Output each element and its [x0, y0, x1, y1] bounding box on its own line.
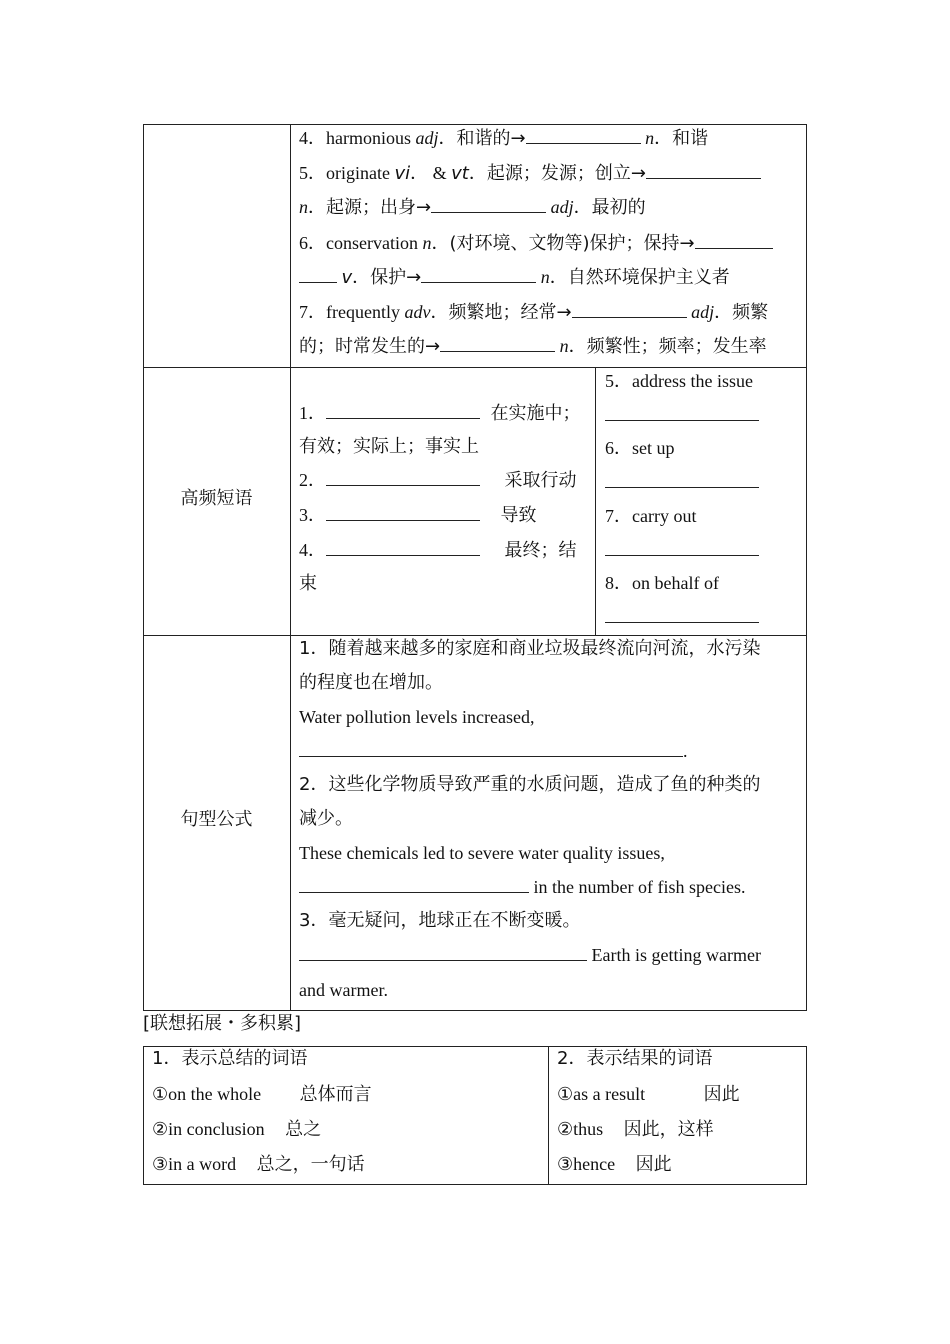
- answer-blank[interactable]: [299, 943, 587, 961]
- answer-blank[interactable]: [440, 334, 555, 352]
- phrase-item-5: 5．address the issue: [605, 371, 753, 391]
- phrase-item-4-cont: 束: [299, 573, 317, 594]
- phrase-item-3: 3． 导致: [299, 505, 537, 526]
- section-header-sentences: 句型公式: [180, 809, 253, 830]
- phrase-item-4: 4． 最终；结: [299, 540, 577, 561]
- word-item-7: 7．frequently adv．频繁地；经常→ adj．频繁: [299, 302, 769, 323]
- phrase-blank-8: [605, 605, 759, 629]
- phrase-blank-5: [605, 403, 759, 427]
- extension-left-item-3: ③in a word 总之，一句话: [152, 1154, 365, 1175]
- answer-blank[interactable]: [572, 300, 687, 318]
- word-item-7-cont: 的；时常发生的→ n．频繁性；频率；发生率: [299, 336, 767, 357]
- answer-blank[interactable]: [526, 126, 641, 144]
- extension-right-item-3: ③hence 因此: [557, 1154, 672, 1175]
- answer-blank[interactable]: [695, 231, 773, 249]
- sentence-2-en: These chemicals led to severe water quality issues,: [299, 843, 665, 863]
- extension-col-divider: [548, 1046, 549, 1185]
- answer-blank[interactable]: [421, 265, 536, 283]
- phrase-item-7: 7．carry out: [605, 506, 697, 526]
- table-col-divider: [290, 124, 291, 1011]
- answer-blank[interactable]: [299, 875, 529, 893]
- sentence-3-en-cont: and warmer.: [299, 980, 388, 1000]
- extension-left-item-2: ②in conclusion 总之: [152, 1119, 322, 1140]
- word-item-5: 5．originate vi． & vt．起源；发源；创立→: [299, 161, 761, 186]
- answer-blank[interactable]: [605, 470, 759, 488]
- answer-blank[interactable]: [326, 401, 480, 419]
- answer-blank[interactable]: [431, 195, 546, 213]
- answer-blank[interactable]: [326, 538, 480, 556]
- word-item-6: 6．conservation n．(对环境、文物等)保护；保持→: [299, 231, 773, 256]
- extension-title: [联想拓展・多积累]: [143, 1013, 302, 1034]
- phrase-item-6: 6．set up: [605, 438, 675, 458]
- extension-right-item-1: ①as a result 因此: [557, 1084, 740, 1105]
- section-header-phrases: 高频短语: [180, 488, 253, 509]
- answer-blank[interactable]: [605, 538, 759, 556]
- phrase-blank-7: [605, 538, 759, 562]
- answer-blank[interactable]: [299, 265, 337, 283]
- phrase-item-1: 1． 在实施中；: [299, 403, 581, 424]
- extension-right-item-2: ②thus 因此，这样: [557, 1119, 714, 1140]
- sentence-2-zh-cont: 减少。: [299, 808, 353, 829]
- word-item-4: 4．harmonious adj．和谐的→ n．和谐: [299, 128, 709, 149]
- sentence-1-zh: 1．随着越来越多的家庭和商业垃圾最终流向河流，水污染: [299, 638, 761, 659]
- table-row-divider: [143, 635, 807, 636]
- answer-blank[interactable]: [326, 503, 480, 521]
- sentence-1-zh-cont: 的程度也在增加。: [299, 672, 443, 693]
- answer-blank[interactable]: [605, 605, 759, 623]
- phrase-blank-6: [605, 470, 759, 494]
- word-item-5-cont: n．起源；出身→ adj．最初的: [299, 197, 646, 218]
- answer-blank[interactable]: [326, 468, 480, 486]
- table-row-divider: [143, 367, 807, 368]
- extension-left-item-1: ①on the whole 总体而言: [152, 1084, 372, 1105]
- extension-left-heading: 1．表示总结的词语: [152, 1048, 308, 1069]
- answer-blank[interactable]: [605, 403, 759, 421]
- word-item-6-cont: v．保护→ n．自然环境保护主义者: [299, 265, 730, 290]
- phrase-col-divider: [595, 367, 596, 635]
- sentence-3-blank-line: Earth is getting warmer: [299, 943, 761, 967]
- sentence-2-blank-line: in the number of fish species.: [299, 875, 745, 899]
- sentence-1-blank-line: .: [299, 739, 688, 763]
- phrase-item-1-cont: 有效；实际上；事实上: [299, 436, 479, 457]
- answer-blank[interactable]: [646, 161, 761, 179]
- phrase-item-2: 2． 采取行动: [299, 470, 577, 491]
- answer-blank[interactable]: [299, 739, 683, 757]
- phrase-item-8: 8．on behalf of: [605, 573, 719, 593]
- extension-right-heading: 2．表示结果的词语: [557, 1048, 713, 1069]
- sentence-2-zh: 2．这些化学物质导致严重的水质问题，造成了鱼的种类的: [299, 774, 761, 795]
- sentence-3-zh: 3．毫无疑问，地球正在不断变暖。: [299, 910, 581, 931]
- sentence-1-en: Water pollution levels increased,: [299, 707, 535, 727]
